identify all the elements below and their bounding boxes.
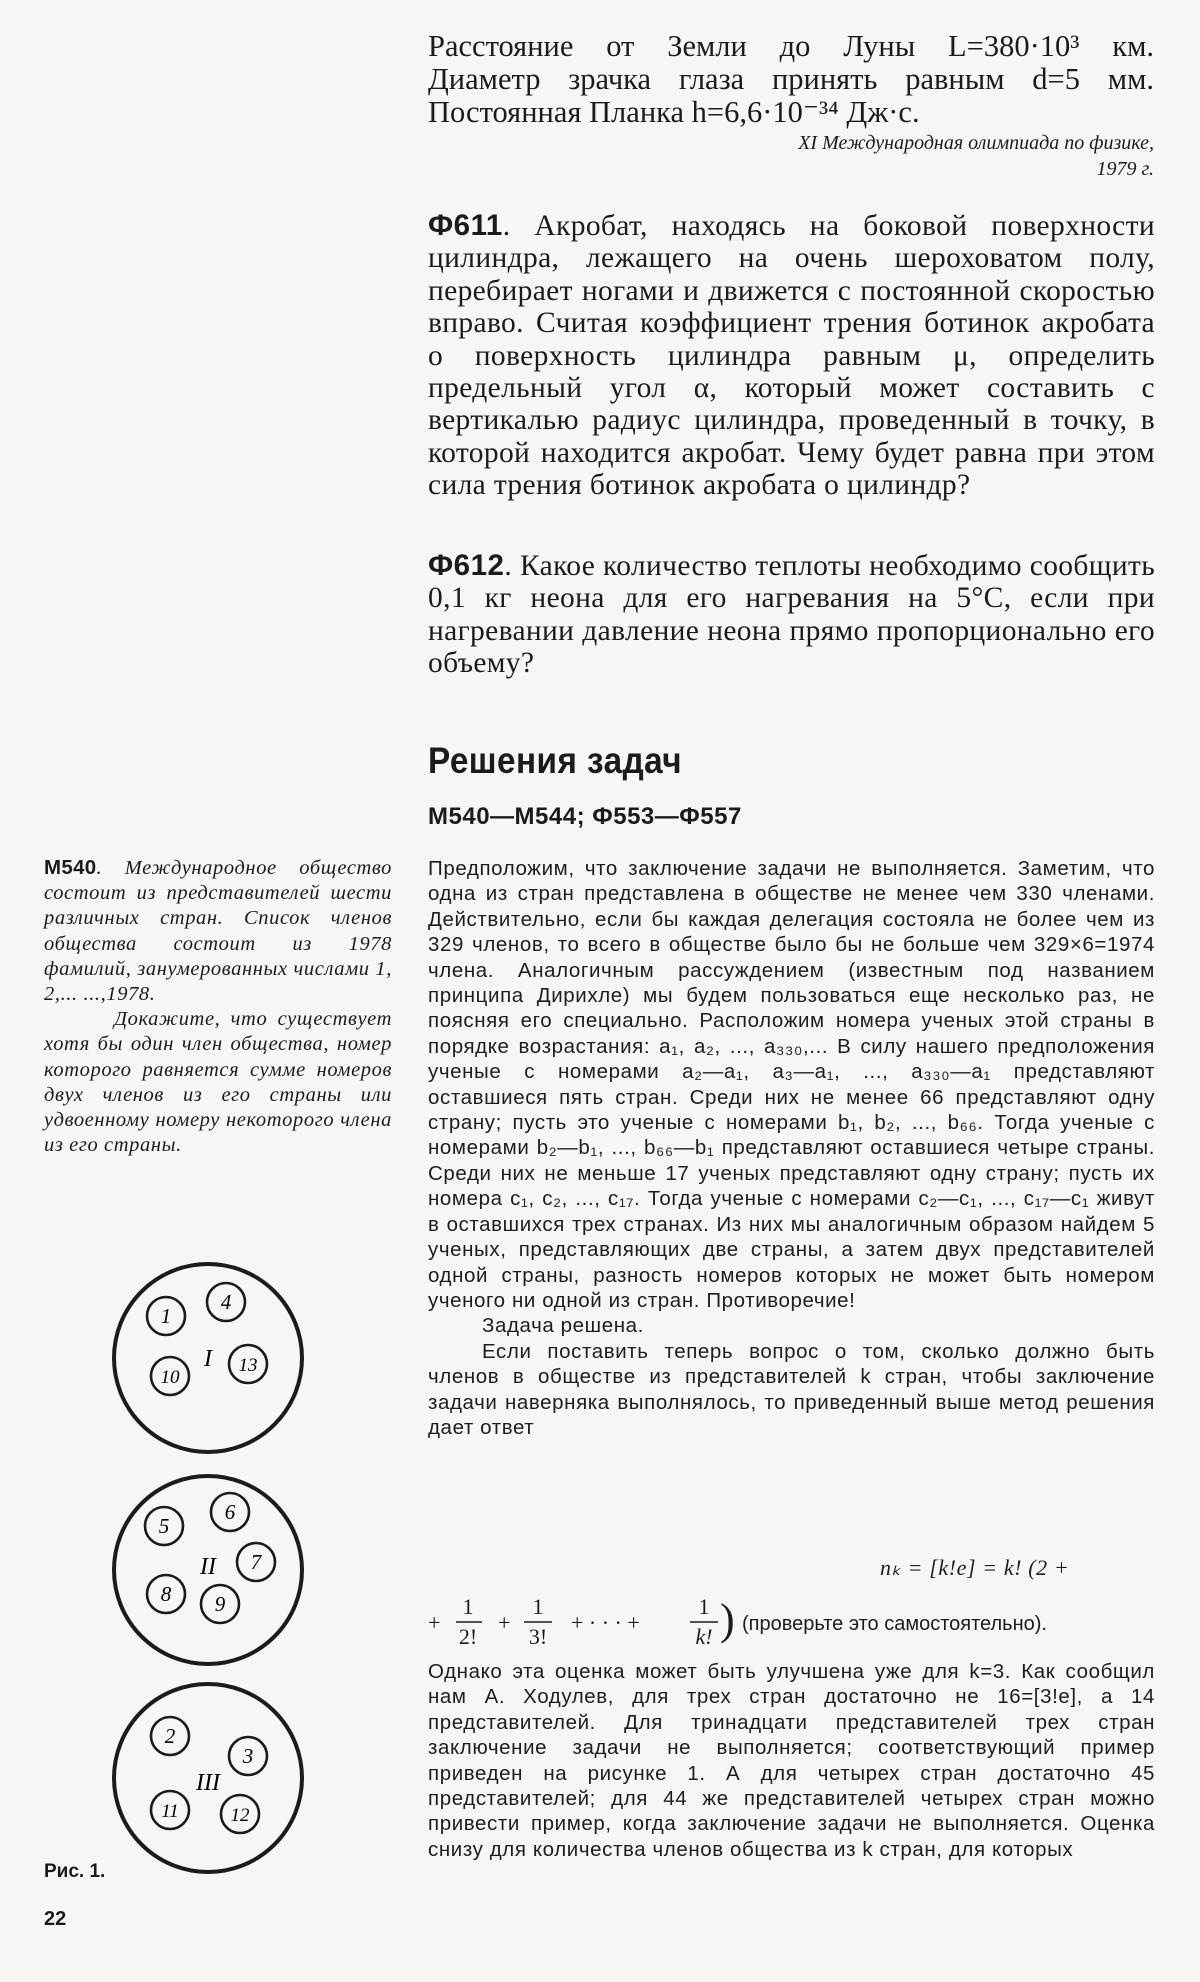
frac3-den: k! — [695, 1624, 713, 1649]
m540-claim: Докажите, что существует хотя бы один член общества, номер которого равняется сумме номеров двух членов из его страны или удвоенному номеру некоторого члена из его страны. — [44, 1008, 392, 1157]
member-number: 7 — [250, 1550, 262, 1574]
svg-text:+: + — [498, 1610, 511, 1635]
roman-label: I — [204, 1346, 212, 1372]
section-title: Решения задач — [428, 740, 683, 781]
solution-body-2 — [428, 1659, 1155, 1862]
member-number: 10 — [160, 1367, 180, 1388]
problem-f612-label: Ф612 — [428, 549, 505, 582]
member-number: 1 — [160, 1304, 172, 1328]
roman-label: II — [200, 1554, 216, 1580]
figure-caption: Рис. 1. — [44, 1861, 106, 1882]
frac2-den: 3! — [528, 1624, 548, 1649]
member-number: 13 — [238, 1355, 258, 1376]
solution-para-3: Однако эта оценка может быть улучшена уже для k=3. Как сообщил нам А. Ходулев, для трех стран достаточно не 16=[3!e], а 14 представителей. Для тринадцати представителей трех стран заключение задачи не выполняется; соответствующий пример приведен на рисунке 1. А для четырех стран достаточно 45 представителей; для 44 же представителей четырех стран можно привести пример, когда заключение задачи не выполняется. Оценка снизу для количества членов общества из k стран, для которых — [428, 1660, 1155, 1861]
figure-circle-2 — [108, 1470, 308, 1670]
m540-label: М540 — [44, 856, 97, 879]
svg-text:+: + — [428, 1610, 441, 1635]
formula-tail: (проверьте это самостоятельно). — [742, 1613, 1047, 1635]
problem-f612-text: . Какое количество теплоты необходимо сообщить 0,1 кг неона для его нагревания на 5°С, если при нагревании давление неона прямо пропорционально его объему? — [428, 550, 1155, 680]
formula-fractions — [428, 1592, 1155, 1656]
solution-body — [428, 856, 1155, 1440]
olympiad-source — [560, 130, 1154, 182]
member-number: 4 — [220, 1290, 232, 1314]
member-number: 12 — [230, 1805, 250, 1826]
frac1-den: 2! — [458, 1624, 478, 1649]
member-number: 6 — [224, 1500, 236, 1524]
svg-text:): ) — [720, 1595, 735, 1644]
member-number: 9 — [214, 1592, 226, 1616]
solution-para-1: Предположим, что заключение задачи не выполняется. Заметим, что одна из стран представлена в обществе не менее чем 330 членами. Действительно, если бы каждая делегация состояла не более чем из 329 членов, то всего в обществе было бы не больше чем 329×6=1974 члена. Аналогичным рассуждением (известным под названием принципа Дирихле) мы будем пользоваться еще несколько раз, не поясняя его специально. Расположим номера ученых этой страны в порядке возрастания: a₁, a₂, ..., a₃₃₀,... В силу нашего предположения ученые с номерами a₂—a₁, a₃—a₁, ..., a₃₃₀—a₁ представляют оставшиеся пять стран. Среди них не менее 66 представляют одну страну; пусть это ученые с номерами b₁, b₂, ..., b₆₆. Тогда ученые с номерами b₂—b₁, ..., b₆₆—b₁ представляют оставшиеся четыре страны. Среди них не меньше 17 ученых представляют одну страну; пусть их номера c₁, c₂, ..., c₁₇. Тогда ученые с номерами c₂—c₁, ..., c₁₇—c₁ живут в оставшихся трех странах. Из них мы аналогичным образом найдем 5 ученых, представляющих две страны, а затем двух представителей одной страны, разность номеров которых не может быть номером ученого ни одной из стран. Противоречие! — [428, 857, 1155, 1312]
m540-statement — [44, 855, 392, 1158]
member-number: 2 — [164, 1724, 176, 1748]
problem-f611 — [428, 210, 1155, 502]
frac1-num: 1 — [462, 1594, 474, 1619]
given-data — [428, 30, 1154, 129]
solution-solved: Задача решена. — [482, 1314, 644, 1338]
member-number: 3 — [242, 1744, 254, 1768]
section-subtitle: М540—М544; Ф553—Ф557 — [428, 803, 742, 830]
given-line-3: Постоянная Планка h=6,6·10⁻³⁴ Дж·с. — [428, 95, 920, 129]
member-number: 8 — [160, 1582, 172, 1606]
svg-text:+ · · · +: + · · · + — [571, 1610, 640, 1635]
roman-label: III — [196, 1770, 220, 1796]
m540-text: . Международное общество состоит из представителей шести различных стран. Список членов общества состоит из 1978 фамилий, занумерованных числами 1, 2,... ...,1978. — [44, 857, 392, 1006]
problem-f611-label: Ф611 — [428, 209, 503, 242]
source-line-2: 1979 г. — [1096, 158, 1154, 180]
member-number: 11 — [161, 1801, 179, 1822]
page-number: 22 — [44, 1908, 67, 1930]
formula-head: nₖ = [k!e] = k! (2 + — [880, 1555, 1070, 1580]
solution-para-2: Если поставить теперь вопрос о том, сколько должно быть членов в обществе из представителей k стран, чтобы заключение задачи наверняка выполнялось, то приведенный выше метод решения дает ответ — [428, 1339, 1155, 1439]
member-number: 5 — [158, 1514, 170, 1538]
frac3-num: 1 — [698, 1594, 710, 1619]
given-line-1: Расстояние от Земли до Луны L=380·10³ км. — [428, 29, 1154, 63]
problem-f611-text: . Акробат, находясь на боковой поверхности цилиндра, лежащего на очень шероховатом полу, перебирает ногами и движется с постоянной скоростью вправо. Считая коэффициент трения ботинок акробата о поверхность цилиндра равным μ, определить предельный угол α, который может составить с вертикалью радиус цилиндра, проведенный в точку, в которой находится акробат. Чему будет равна при этом сила трения ботинок акробата о цилиндр? — [428, 210, 1155, 502]
source-line-1: XI Международная олимпиада по физике, — [798, 132, 1154, 154]
figure-circle-3 — [108, 1678, 308, 1878]
figure-circle-1 — [108, 1258, 308, 1458]
frac2-num: 1 — [532, 1594, 544, 1619]
problem-f612 — [428, 550, 1155, 680]
given-line-2: Диаметр зрачка глаза принять равным d=5 мм. — [428, 62, 1154, 96]
